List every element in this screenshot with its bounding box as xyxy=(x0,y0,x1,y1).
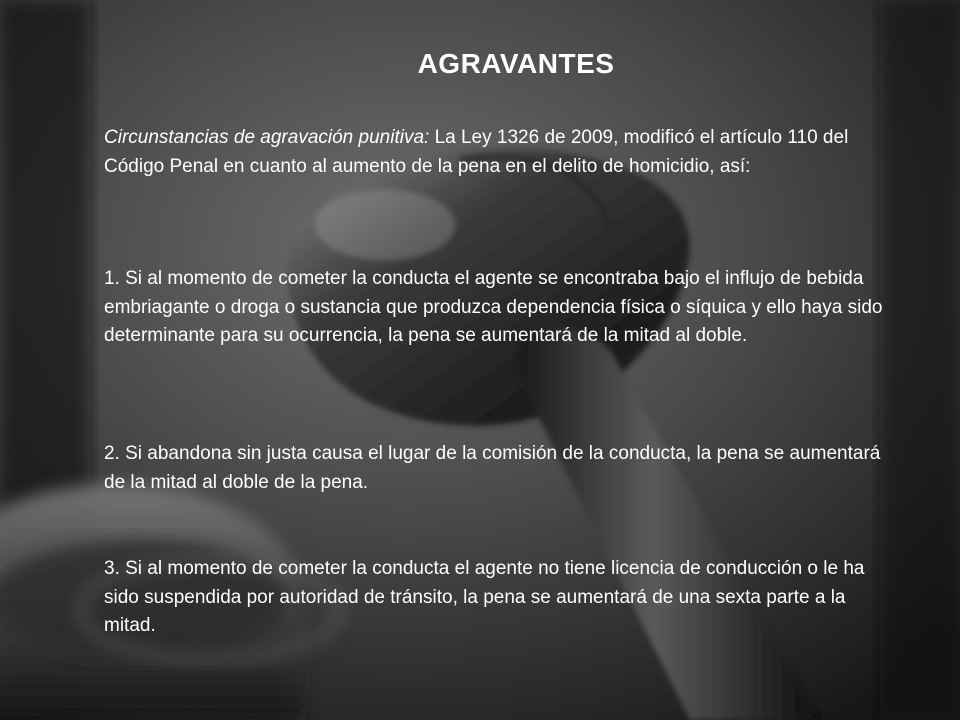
slide-title: AGRAVANTES xyxy=(417,48,615,79)
intro-label: Circunstancias de agravación punitiva: xyxy=(104,127,430,148)
item-2: 2. Si abandona sin justa causa el lugar de la comisión de la conducta, la pena se aumentará de la mitad al doble de la pena. xyxy=(104,443,881,493)
intro-text: La Ley 1326 de 2009, modificó el artículo 110 del Código Penal en cuanto al aumento de la pena en el delito de homicidio, así: xyxy=(104,127,849,177)
intro-paragraph xyxy=(104,124,894,181)
item-3: 3. Si al momento de cometer la conducta el agente no tiene licencia de conducción o le ha sido suspendida por autoridad de tránsito, la pena se aumentará de una sexta parte a la mitad. xyxy=(104,558,865,636)
item-1: 1. Si al momento de cometer la conducta el agente se encontraba bajo el influjo de bebida embriagante o droga o sustancia que produzca dependencia física o síquica y ello haya sido determinante para su ocurrencia, la pena se aumentará de la mitad al doble. xyxy=(104,268,883,346)
